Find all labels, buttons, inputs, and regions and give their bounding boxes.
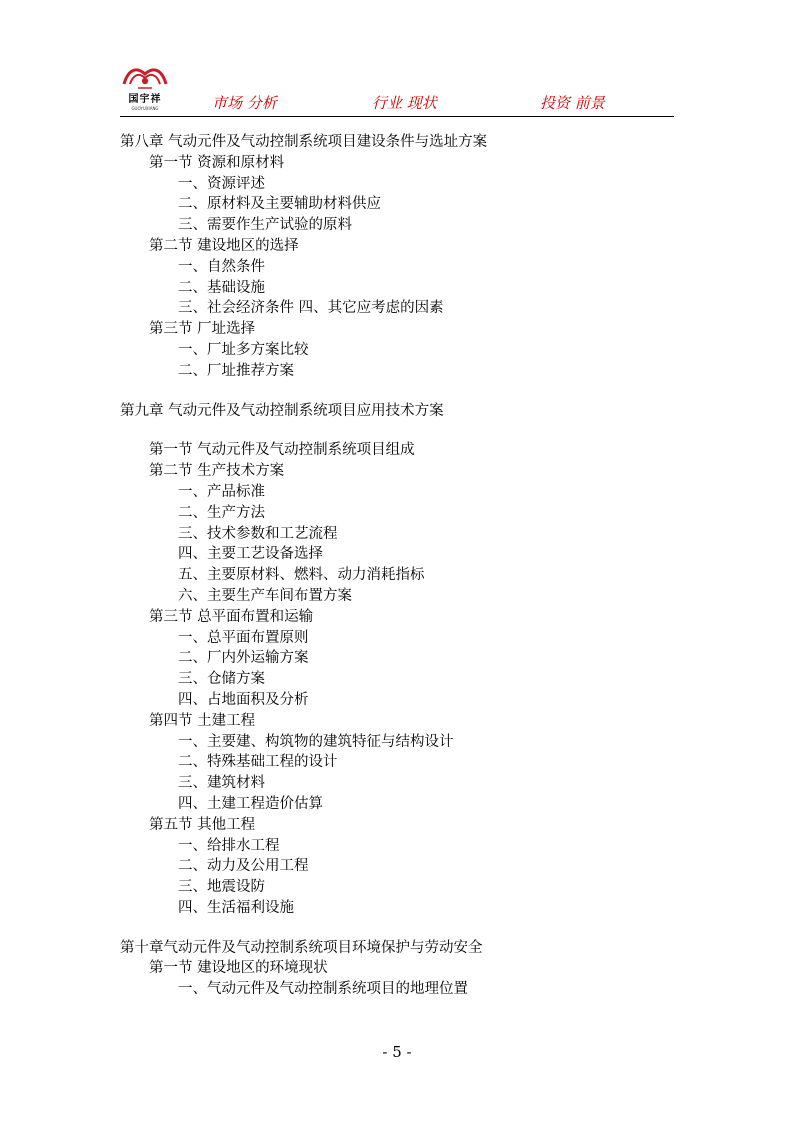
- toc-item: 三、建筑材料: [178, 775, 265, 792]
- toc-item: 二、厂址推荐方案: [178, 362, 294, 379]
- toc-chapter: 第九章 气动元件及气动控制系统项目应用技术方案: [120, 402, 444, 419]
- toc-section: 第一节 气动元件及气动控制系统项目组成: [149, 442, 415, 459]
- toc-item: 一、主要建、构筑物的建筑特征与结构设计: [178, 733, 454, 750]
- toc-item: 二、基础设施: [178, 279, 265, 296]
- toc-item: 三、地震设防: [178, 879, 265, 896]
- toc-spacer: [120, 421, 680, 440]
- toc-item: 四、主要工艺设备选择: [178, 546, 323, 563]
- toc-item: 二、生产方法: [178, 504, 265, 521]
- toc-item: 一、资源评述: [178, 175, 265, 192]
- company-logo: [120, 58, 170, 111]
- toc-item: 四、生活福利设施: [178, 899, 294, 916]
- page-header: [120, 56, 674, 116]
- toc-item: 二、动力及公用工程: [178, 858, 309, 875]
- toc-item: 三、需要作生产试验的原料: [178, 217, 352, 234]
- toc-spacer: [120, 382, 680, 401]
- toc-spacer: [120, 919, 680, 938]
- toc-section: 第三节 总平面布置和运输: [149, 608, 314, 625]
- logo-text: 国宇祥: [128, 94, 162, 105]
- toc-chapter: 第八章 气动元件及气动控制系统项目建设条件与选址方案: [120, 134, 488, 150]
- toc-item: 一、给排水工程: [178, 837, 280, 854]
- logo-subtext: GUOYUXIANG: [131, 106, 159, 111]
- toc-item: 一、自然条件: [178, 258, 265, 275]
- header-tag-investment-outlook: 投资 前景: [540, 94, 605, 112]
- toc-item: 二、特殊基础工程的设计: [178, 754, 338, 771]
- header-tag-market-analysis: 市场 分析: [212, 94, 277, 112]
- toc-item: 一、厂址多方案比较: [178, 341, 309, 358]
- toc-item: 四、土建工程造价估算: [178, 795, 323, 812]
- toc-section: 第一节 资源和原材料: [149, 154, 285, 171]
- toc-item: 二、原材料及主要辅助材料供应: [178, 196, 381, 213]
- logo-emblem-icon: [120, 58, 170, 94]
- toc-section: 第四节 土建工程: [149, 712, 256, 729]
- toc-chapter: 第十章气动元件及气动控制系统项目环境保护与劳动安全: [120, 939, 483, 956]
- toc-item: 二、厂内外运输方案: [178, 650, 309, 667]
- toc-item: 一、产品标准: [178, 483, 265, 500]
- toc-item: 四、占地面积及分析: [178, 691, 309, 708]
- toc-section: 第二节 建设地区的选择: [149, 237, 299, 254]
- toc-section: 第一节 建设地区的环境现状: [149, 960, 328, 977]
- toc-item: 三、社会经济条件 四、其它应考虑的因素: [178, 300, 444, 317]
- toc-item: 一、气动元件及气动控制系统项目的地理位置: [178, 981, 468, 998]
- page-number: - 5 -: [382, 1043, 412, 1061]
- toc-item: 一、总平面布置原则: [178, 629, 309, 646]
- header-divider: [120, 116, 674, 117]
- toc-item: 六、主要生产车间布置方案: [178, 587, 352, 604]
- toc-item: 三、技术参数和工艺流程: [178, 525, 338, 542]
- toc-item: 三、仓储方案: [178, 671, 265, 688]
- table-of-contents: [120, 132, 680, 1000]
- toc-section: 第三节 厂址选择: [149, 321, 256, 338]
- toc-section: 第五节 其他工程: [149, 816, 256, 833]
- toc-section: 第二节 生产技术方案: [149, 463, 285, 480]
- header-tag-industry-status: 行业 现状: [372, 94, 437, 112]
- toc-item: 五、主要原材料、燃料、动力消耗指标: [178, 567, 425, 584]
